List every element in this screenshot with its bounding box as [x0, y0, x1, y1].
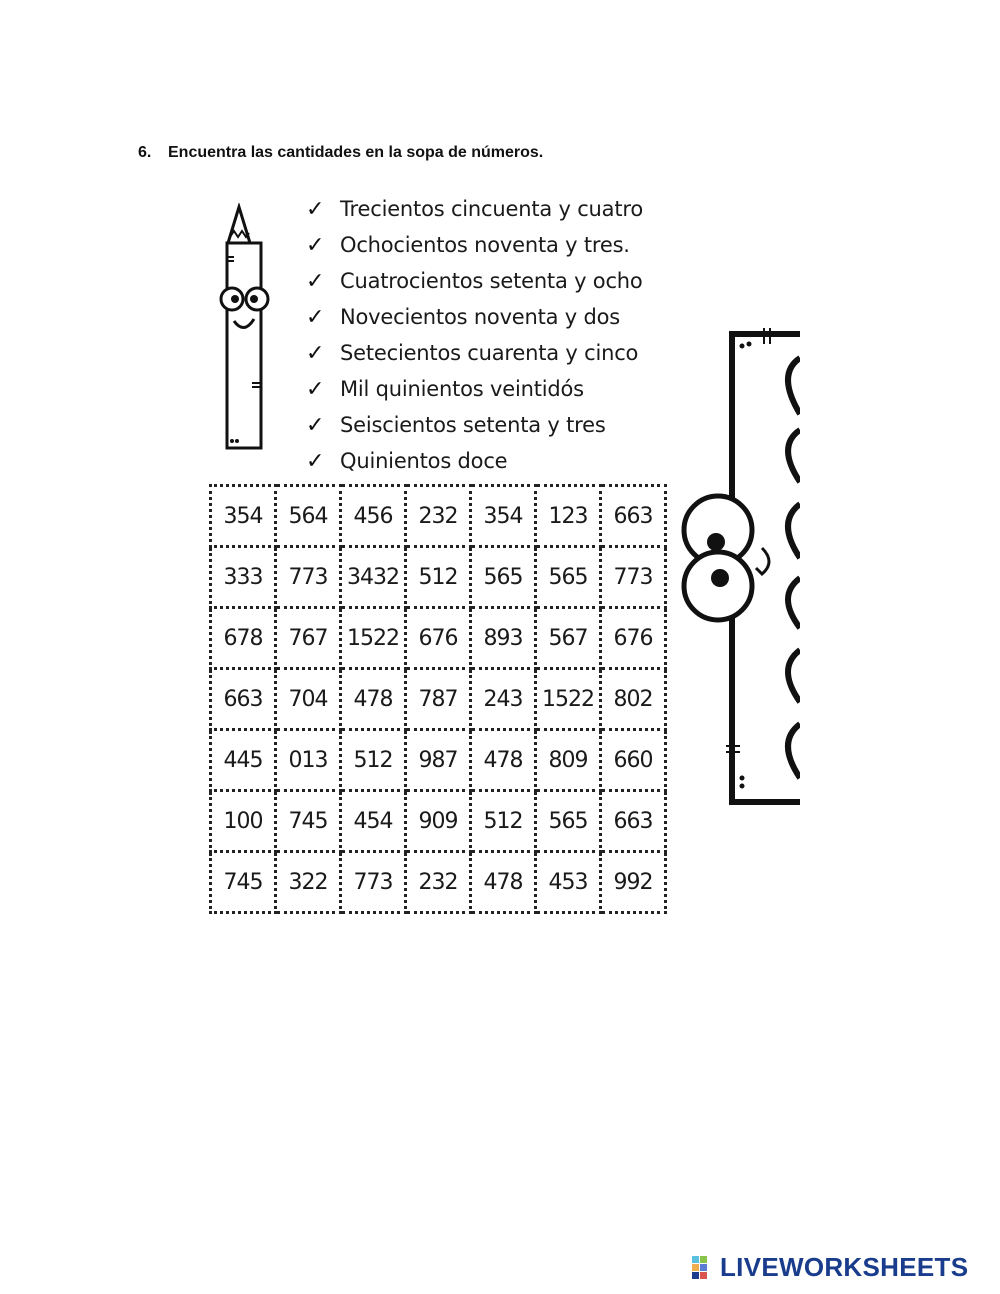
check-icon: ✓: [306, 196, 325, 222]
grid-cell[interactable]: 445: [211, 730, 276, 791]
check-icon: ✓: [306, 340, 325, 366]
brand-name: LIVEWORKSHEETS: [720, 1252, 969, 1282]
exercise-instruction: [138, 144, 543, 162]
grid-row: [211, 547, 666, 608]
grid-cell[interactable]: 478: [471, 852, 536, 913]
grid-cell[interactable]: 767: [276, 608, 341, 669]
liveworksheets-logo-icon: [692, 1256, 716, 1280]
grid-cell[interactable]: 354: [471, 486, 536, 547]
grid-cell[interactable]: 453: [536, 852, 601, 913]
grid-cell[interactable]: 745: [276, 791, 341, 852]
grid-row: [211, 730, 666, 791]
pencil-character-illustration: [218, 203, 280, 453]
grid-cell[interactable]: 992: [601, 852, 666, 913]
grid-row: [211, 608, 666, 669]
grid-cell[interactable]: 745: [211, 852, 276, 913]
grid-cell[interactable]: 678: [211, 608, 276, 669]
grid-cell[interactable]: 232: [406, 486, 471, 547]
clue-text: Ochocientos noventa y tres.: [340, 233, 630, 257]
grid-cell[interactable]: 512: [471, 791, 536, 852]
grid-cell[interactable]: 676: [601, 608, 666, 669]
grid-cell[interactable]: 1522: [341, 608, 406, 669]
clue-text: Trecientos cincuenta y cuatro: [340, 197, 643, 221]
grid-cell[interactable]: 454: [341, 791, 406, 852]
grid-cell[interactable]: 802: [601, 669, 666, 730]
clue-text: Quinientos doce: [340, 449, 508, 473]
grid-cell[interactable]: 478: [341, 669, 406, 730]
grid-cell[interactable]: 232: [406, 852, 471, 913]
grid-cell[interactable]: 773: [341, 852, 406, 913]
grid-cell[interactable]: 100: [211, 791, 276, 852]
grid-cell[interactable]: 1522: [536, 669, 601, 730]
exercise-number: 6.: [138, 144, 152, 161]
grid-cell[interactable]: 512: [341, 730, 406, 791]
grid-cell[interactable]: 123: [536, 486, 601, 547]
grid-cell[interactable]: 660: [601, 730, 666, 791]
clue-item: [306, 299, 643, 335]
check-icon: ✓: [306, 268, 325, 294]
grid-cell[interactable]: 809: [536, 730, 601, 791]
clue-item: [306, 371, 643, 407]
clue-item: [306, 407, 643, 443]
grid-row: [211, 669, 666, 730]
grid-row: [211, 486, 666, 547]
clue-text: Novecientos noventa y dos: [340, 305, 621, 329]
grid-cell[interactable]: 773: [601, 547, 666, 608]
grid-cell[interactable]: 243: [471, 669, 536, 730]
grid-cell[interactable]: 567: [536, 608, 601, 669]
grid-cell[interactable]: 909: [406, 791, 471, 852]
grid-cell[interactable]: 013: [276, 730, 341, 791]
grid-cell[interactable]: 663: [601, 486, 666, 547]
grid-cell[interactable]: 565: [536, 791, 601, 852]
grid-cell[interactable]: 478: [471, 730, 536, 791]
grid-cell[interactable]: 512: [406, 547, 471, 608]
clue-text: Cuatrocientos setenta y ocho: [340, 269, 643, 293]
grid-cell[interactable]: 787: [406, 669, 471, 730]
grid-cell[interactable]: 565: [536, 547, 601, 608]
grid-cell[interactable]: 676: [406, 608, 471, 669]
grid-cell[interactable]: 663: [211, 669, 276, 730]
clue-text: Mil quinientos veintidós: [340, 377, 584, 401]
eraser-character-illustration: [680, 322, 800, 812]
grid-cell[interactable]: 456: [341, 486, 406, 547]
check-icon: ✓: [306, 412, 325, 438]
grid-cell[interactable]: 704: [276, 669, 341, 730]
grid-cell[interactable]: 354: [211, 486, 276, 547]
clue-item: [306, 191, 643, 227]
check-icon: ✓: [306, 376, 325, 402]
clue-item: [306, 227, 643, 263]
grid-row: [211, 852, 666, 913]
grid-cell[interactable]: 565: [471, 547, 536, 608]
clue-text: Setecientos cuarenta y cinco: [340, 341, 639, 365]
instruction-text: Encuentra las cantidades en la sopa de números.: [168, 144, 544, 161]
clue-item: [306, 335, 643, 371]
clue-item: [306, 443, 643, 479]
check-icon: ✓: [306, 304, 325, 330]
grid-cell[interactable]: 333: [211, 547, 276, 608]
grid-cell[interactable]: 322: [276, 852, 341, 913]
check-icon: ✓: [306, 232, 325, 258]
number-search-grid: [209, 484, 667, 914]
grid-cell[interactable]: 987: [406, 730, 471, 791]
grid-cell[interactable]: 893: [471, 608, 536, 669]
grid-cell[interactable]: 3432: [341, 547, 406, 608]
clue-text: Seiscientos setenta y tres: [340, 413, 606, 437]
liveworksheets-brand: [692, 1252, 968, 1283]
check-icon: ✓: [306, 448, 325, 474]
grid-cell[interactable]: 564: [276, 486, 341, 547]
clue-item: [306, 263, 643, 299]
grid-row: [211, 791, 666, 852]
grid-cell[interactable]: 663: [601, 791, 666, 852]
grid-cell[interactable]: 773: [276, 547, 341, 608]
clue-list: [306, 191, 643, 479]
